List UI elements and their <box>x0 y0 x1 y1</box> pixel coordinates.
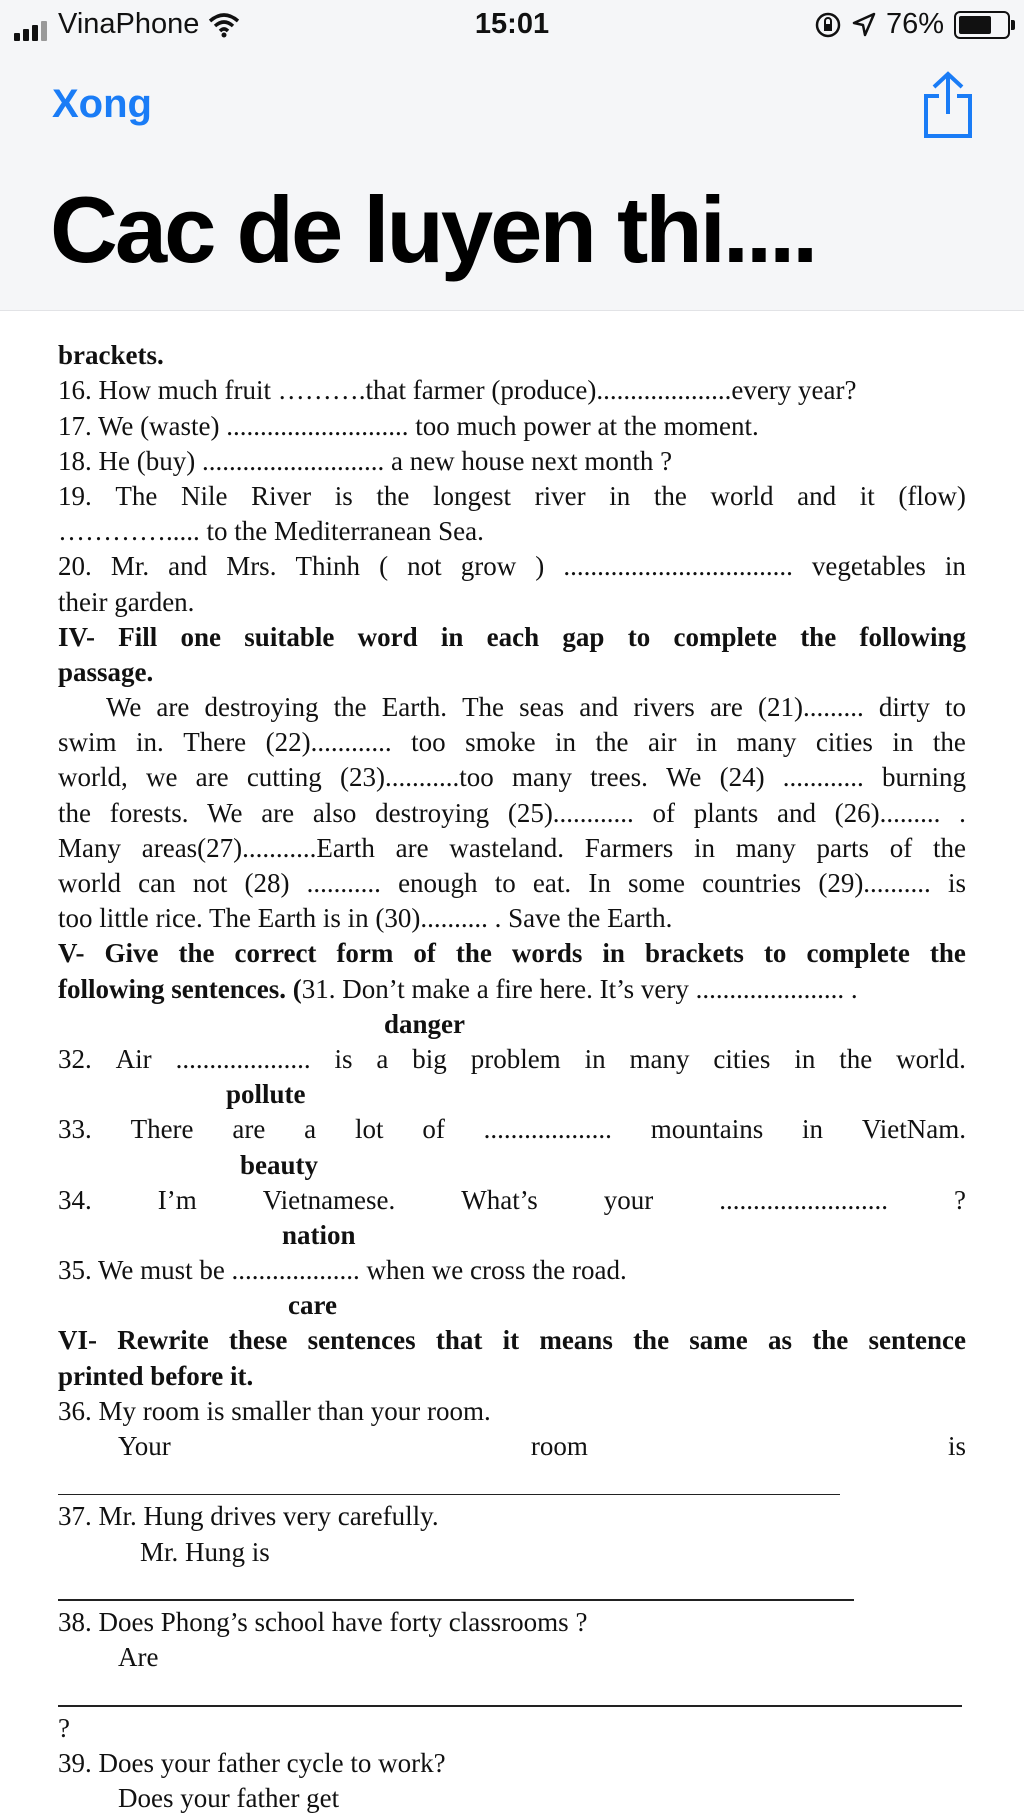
section-4-heading-cont: passage. <box>58 656 154 687</box>
passage-line <box>58 831 966 866</box>
word: are <box>261 797 295 828</box>
word: (25)............ <box>507 797 634 828</box>
word: many <box>736 727 797 758</box>
word: in <box>695 727 717 758</box>
word: and <box>776 797 816 828</box>
word: VI- <box>58 1325 97 1356</box>
question-35: 35. We must be ................... when we cross the road. <box>58 1255 627 1286</box>
word: (24) <box>719 762 765 793</box>
word: rivers <box>633 692 695 723</box>
answer-line <box>58 1464 966 1499</box>
word: V- <box>58 938 85 969</box>
question-18: 18. He (buy) ........................... a new house next month ? <box>58 445 673 476</box>
word: in <box>609 480 631 511</box>
word: forests. <box>109 797 189 828</box>
word: In <box>588 868 611 898</box>
word: the <box>333 692 367 723</box>
word: 19. <box>58 480 92 511</box>
question-31 <box>58 972 966 1007</box>
question-32 <box>58 1042 966 1077</box>
word: the <box>178 938 215 969</box>
word: as <box>768 1325 793 1356</box>
word: can <box>138 868 176 898</box>
document-title: Cac de luyen thi.... <box>50 177 816 282</box>
word: ................... <box>483 1114 612 1145</box>
word: the <box>455 938 492 969</box>
word-hint-32: pollute <box>226 1079 306 1110</box>
word: (28) <box>244 868 290 898</box>
word: is <box>947 868 966 898</box>
question-37-answer-start: Mr. Hung is <box>140 1536 270 1567</box>
word: 20. <box>58 551 92 582</box>
word: cities <box>815 727 873 758</box>
word: of <box>889 832 913 863</box>
word: a <box>304 1114 317 1145</box>
word: gap <box>562 621 605 652</box>
word: enough <box>398 868 478 898</box>
word: words <box>511 938 583 969</box>
word: cities <box>713 1043 771 1074</box>
word: of <box>652 797 676 828</box>
word: eat. <box>532 868 572 898</box>
word: correct <box>234 938 317 969</box>
word: in <box>584 1043 606 1074</box>
word: swim <box>58 727 117 758</box>
word: Mr. <box>110 551 150 582</box>
word: big <box>412 1043 447 1074</box>
battery-percent: 76% <box>885 8 944 40</box>
word: also <box>312 797 357 828</box>
word: world. <box>896 1043 966 1074</box>
word: complete <box>806 938 910 969</box>
word: the <box>929 938 966 969</box>
word: complete <box>673 621 777 652</box>
word: not <box>192 868 228 898</box>
word: sentences <box>307 1325 416 1356</box>
word: suitable <box>244 621 335 652</box>
word: not <box>407 551 442 582</box>
word: we <box>145 762 178 793</box>
question-19 <box>58 479 966 514</box>
section-5-heading <box>58 936 966 971</box>
word: River <box>251 480 312 511</box>
question-39-answer-start: Does your father get <box>118 1782 340 1813</box>
question-19-cont: …………..... to the Mediterranean Sea. <box>58 516 484 547</box>
share-icon[interactable] <box>922 70 974 140</box>
word: destroying <box>375 797 490 828</box>
word: Vietnamese. <box>262 1184 396 1215</box>
word: is <box>334 1043 353 1074</box>
passage-line <box>58 760 966 795</box>
word: are <box>395 832 429 863</box>
carrier-name: VinaPhone <box>58 8 200 40</box>
word-hint-34: nation <box>282 1219 356 1250</box>
word: many <box>629 1043 690 1074</box>
rotation-lock-icon <box>814 11 842 39</box>
word: ............ <box>782 762 864 793</box>
word: in <box>694 832 716 863</box>
word: is <box>334 480 353 511</box>
word: air <box>648 727 677 758</box>
word: each <box>486 621 540 652</box>
word: We <box>106 692 142 723</box>
word: ? <box>953 1184 966 1215</box>
word: Fill <box>118 621 158 652</box>
passage-line <box>58 796 966 831</box>
question-20-cont: their garden. <box>58 586 195 617</box>
word: the <box>58 797 91 828</box>
word: means <box>539 1325 613 1356</box>
word: 32. <box>58 1043 92 1074</box>
word: (22)............ <box>265 727 392 758</box>
answer-line <box>58 1675 966 1710</box>
word: burning <box>881 762 966 793</box>
passage-line <box>58 866 966 901</box>
answer-line <box>58 1570 966 1605</box>
word-hint-31: danger <box>384 1008 465 1039</box>
word: the <box>812 1325 849 1356</box>
word: Mrs. <box>226 551 277 582</box>
word: grow <box>460 551 517 582</box>
section-4-heading <box>58 620 966 655</box>
word: these <box>228 1325 288 1356</box>
word: and <box>579 692 619 723</box>
word: many <box>511 762 572 793</box>
document-content[interactable] <box>58 303 966 1816</box>
word: the <box>932 727 966 758</box>
word: countries <box>702 868 802 898</box>
word: to <box>627 621 651 652</box>
word: are <box>195 762 229 793</box>
word: IV- <box>58 621 95 652</box>
word: the <box>376 480 410 511</box>
word: a <box>376 1043 389 1074</box>
word: smoke <box>465 727 536 758</box>
word: I’m <box>157 1184 197 1215</box>
question-37: 37. Mr. Hung drives very carefully. <box>58 1501 439 1532</box>
word: the <box>839 1043 873 1074</box>
word: .................... <box>175 1043 311 1074</box>
word: seas <box>519 692 565 723</box>
word: one <box>180 621 222 652</box>
word: are <box>156 692 190 723</box>
section-3-heading-cont: brackets. <box>58 340 164 371</box>
section-3-heading <box>58 303 966 338</box>
section-6-heading <box>58 1323 966 1358</box>
word: river <box>534 480 586 511</box>
word: What’s <box>461 1184 538 1215</box>
word: to <box>763 938 787 969</box>
word: The <box>115 480 158 511</box>
word: to <box>944 692 966 723</box>
word: following <box>859 621 966 652</box>
question-31-text: 31. Don’t make a fire here. It’s very ...................... . <box>301 973 858 1004</box>
word: form <box>336 938 394 969</box>
word: and <box>168 551 208 582</box>
word: room <box>530 1431 588 1461</box>
word: There <box>183 727 247 758</box>
question-16: 16. How much fruit ……….that farmer (produce)....................every year? <box>58 375 857 406</box>
word: the <box>595 727 629 758</box>
word: (21)......... <box>758 692 864 723</box>
word: ( <box>379 551 389 582</box>
word: the <box>653 480 687 511</box>
word: longest <box>433 480 511 511</box>
word: world, <box>58 762 128 793</box>
word: sentence <box>868 1325 966 1356</box>
battery-icon <box>954 11 1010 39</box>
word: in <box>794 1043 816 1074</box>
word: too <box>411 727 446 758</box>
word: dirty <box>878 692 930 723</box>
status-bar <box>0 8 1024 52</box>
word: the <box>800 621 837 652</box>
word: Many <box>58 832 121 863</box>
word: (29).......... <box>818 868 931 898</box>
word: it <box>502 1325 520 1356</box>
word: it <box>859 480 875 511</box>
word: ......................... <box>719 1184 888 1215</box>
word: in <box>944 551 966 582</box>
word: .................................. <box>563 551 793 582</box>
word: wasteland. <box>449 832 565 863</box>
word: ) <box>535 551 545 582</box>
question-17: 17. We (waste) ........................... too much power at the moment. <box>58 410 759 441</box>
question-34 <box>58 1183 966 1218</box>
word: in <box>802 1114 824 1145</box>
question-20 <box>58 549 966 584</box>
word: Nile <box>180 480 228 511</box>
question-38-end: ? <box>58 1712 70 1743</box>
passage-line: too little rice. The Earth is in (30).......... . Save the Earth. <box>58 903 673 934</box>
question-36: 36. My room is smaller than your room. <box>58 1395 491 1426</box>
word: 34. <box>58 1184 92 1215</box>
word: of <box>413 938 436 969</box>
word: in <box>602 938 625 969</box>
word: Give <box>104 938 159 969</box>
word: We <box>207 797 243 828</box>
word: that <box>435 1325 483 1356</box>
word: Rewrite <box>117 1325 209 1356</box>
status-icons <box>814 8 1010 41</box>
location-icon <box>852 12 876 38</box>
word: Farmers <box>584 832 674 863</box>
word: (26)......... <box>834 797 941 828</box>
word: lot <box>354 1114 384 1145</box>
word: many <box>735 832 796 863</box>
word: in. <box>135 727 164 758</box>
word: Air <box>115 1043 152 1074</box>
word: plants <box>693 797 759 828</box>
word: in <box>440 621 464 652</box>
word: ........... <box>306 868 381 898</box>
word: the <box>932 832 966 863</box>
passage-line <box>58 690 966 725</box>
word: world <box>710 480 774 511</box>
word: are <box>709 692 743 723</box>
word: word <box>357 621 418 652</box>
word: VietNam. <box>861 1114 966 1145</box>
word-hint-35: care <box>288 1290 337 1321</box>
passage-line <box>58 725 966 760</box>
word: some <box>628 868 685 898</box>
word: (flow) <box>898 480 966 511</box>
word: 33. <box>58 1114 92 1145</box>
word: in <box>555 727 577 758</box>
word: trees. <box>590 762 648 793</box>
word: We <box>666 762 702 793</box>
question-36-answer-start <box>58 1429 966 1464</box>
word: and <box>797 480 837 511</box>
word: world <box>58 868 121 898</box>
question-39: 39. Does your father cycle to work? <box>58 1747 446 1778</box>
word: parts <box>816 832 869 863</box>
word: are <box>232 1114 266 1145</box>
word: There <box>130 1114 194 1145</box>
word-hint-33: beauty <box>240 1149 319 1180</box>
word: mountains <box>650 1114 764 1145</box>
navigation-header <box>0 0 1024 311</box>
word: your <box>603 1184 654 1215</box>
word: The <box>462 692 505 723</box>
clock: 15:01 <box>474 8 550 40</box>
word: areas(27)...........Earth <box>141 832 375 863</box>
done-button[interactable]: Xong <box>52 82 152 126</box>
word: same <box>689 1325 748 1356</box>
word: Your <box>118 1431 171 1461</box>
question-38-answer-start: Are <box>118 1642 159 1673</box>
section-6-heading-cont: printed before it. <box>58 1360 254 1391</box>
word: brackets <box>644 938 744 969</box>
word: in <box>892 727 914 758</box>
word: Thinh <box>295 551 361 582</box>
word: cutting <box>246 762 322 793</box>
word: the <box>633 1325 670 1356</box>
word: vegetables <box>811 551 926 582</box>
word: problem <box>470 1043 561 1074</box>
word: (23)...........too <box>340 762 494 793</box>
word: to <box>494 868 516 898</box>
word: destroying <box>204 692 319 723</box>
word: is <box>947 1431 966 1461</box>
question-33 <box>58 1112 966 1147</box>
question-38: 38. Does Phong’s school have forty classrooms ? <box>58 1606 588 1637</box>
word: Earth. <box>381 692 447 723</box>
word: . <box>959 797 966 828</box>
section-5-heading-cont: following sentences. ( <box>58 973 302 1004</box>
word: of <box>422 1114 445 1145</box>
